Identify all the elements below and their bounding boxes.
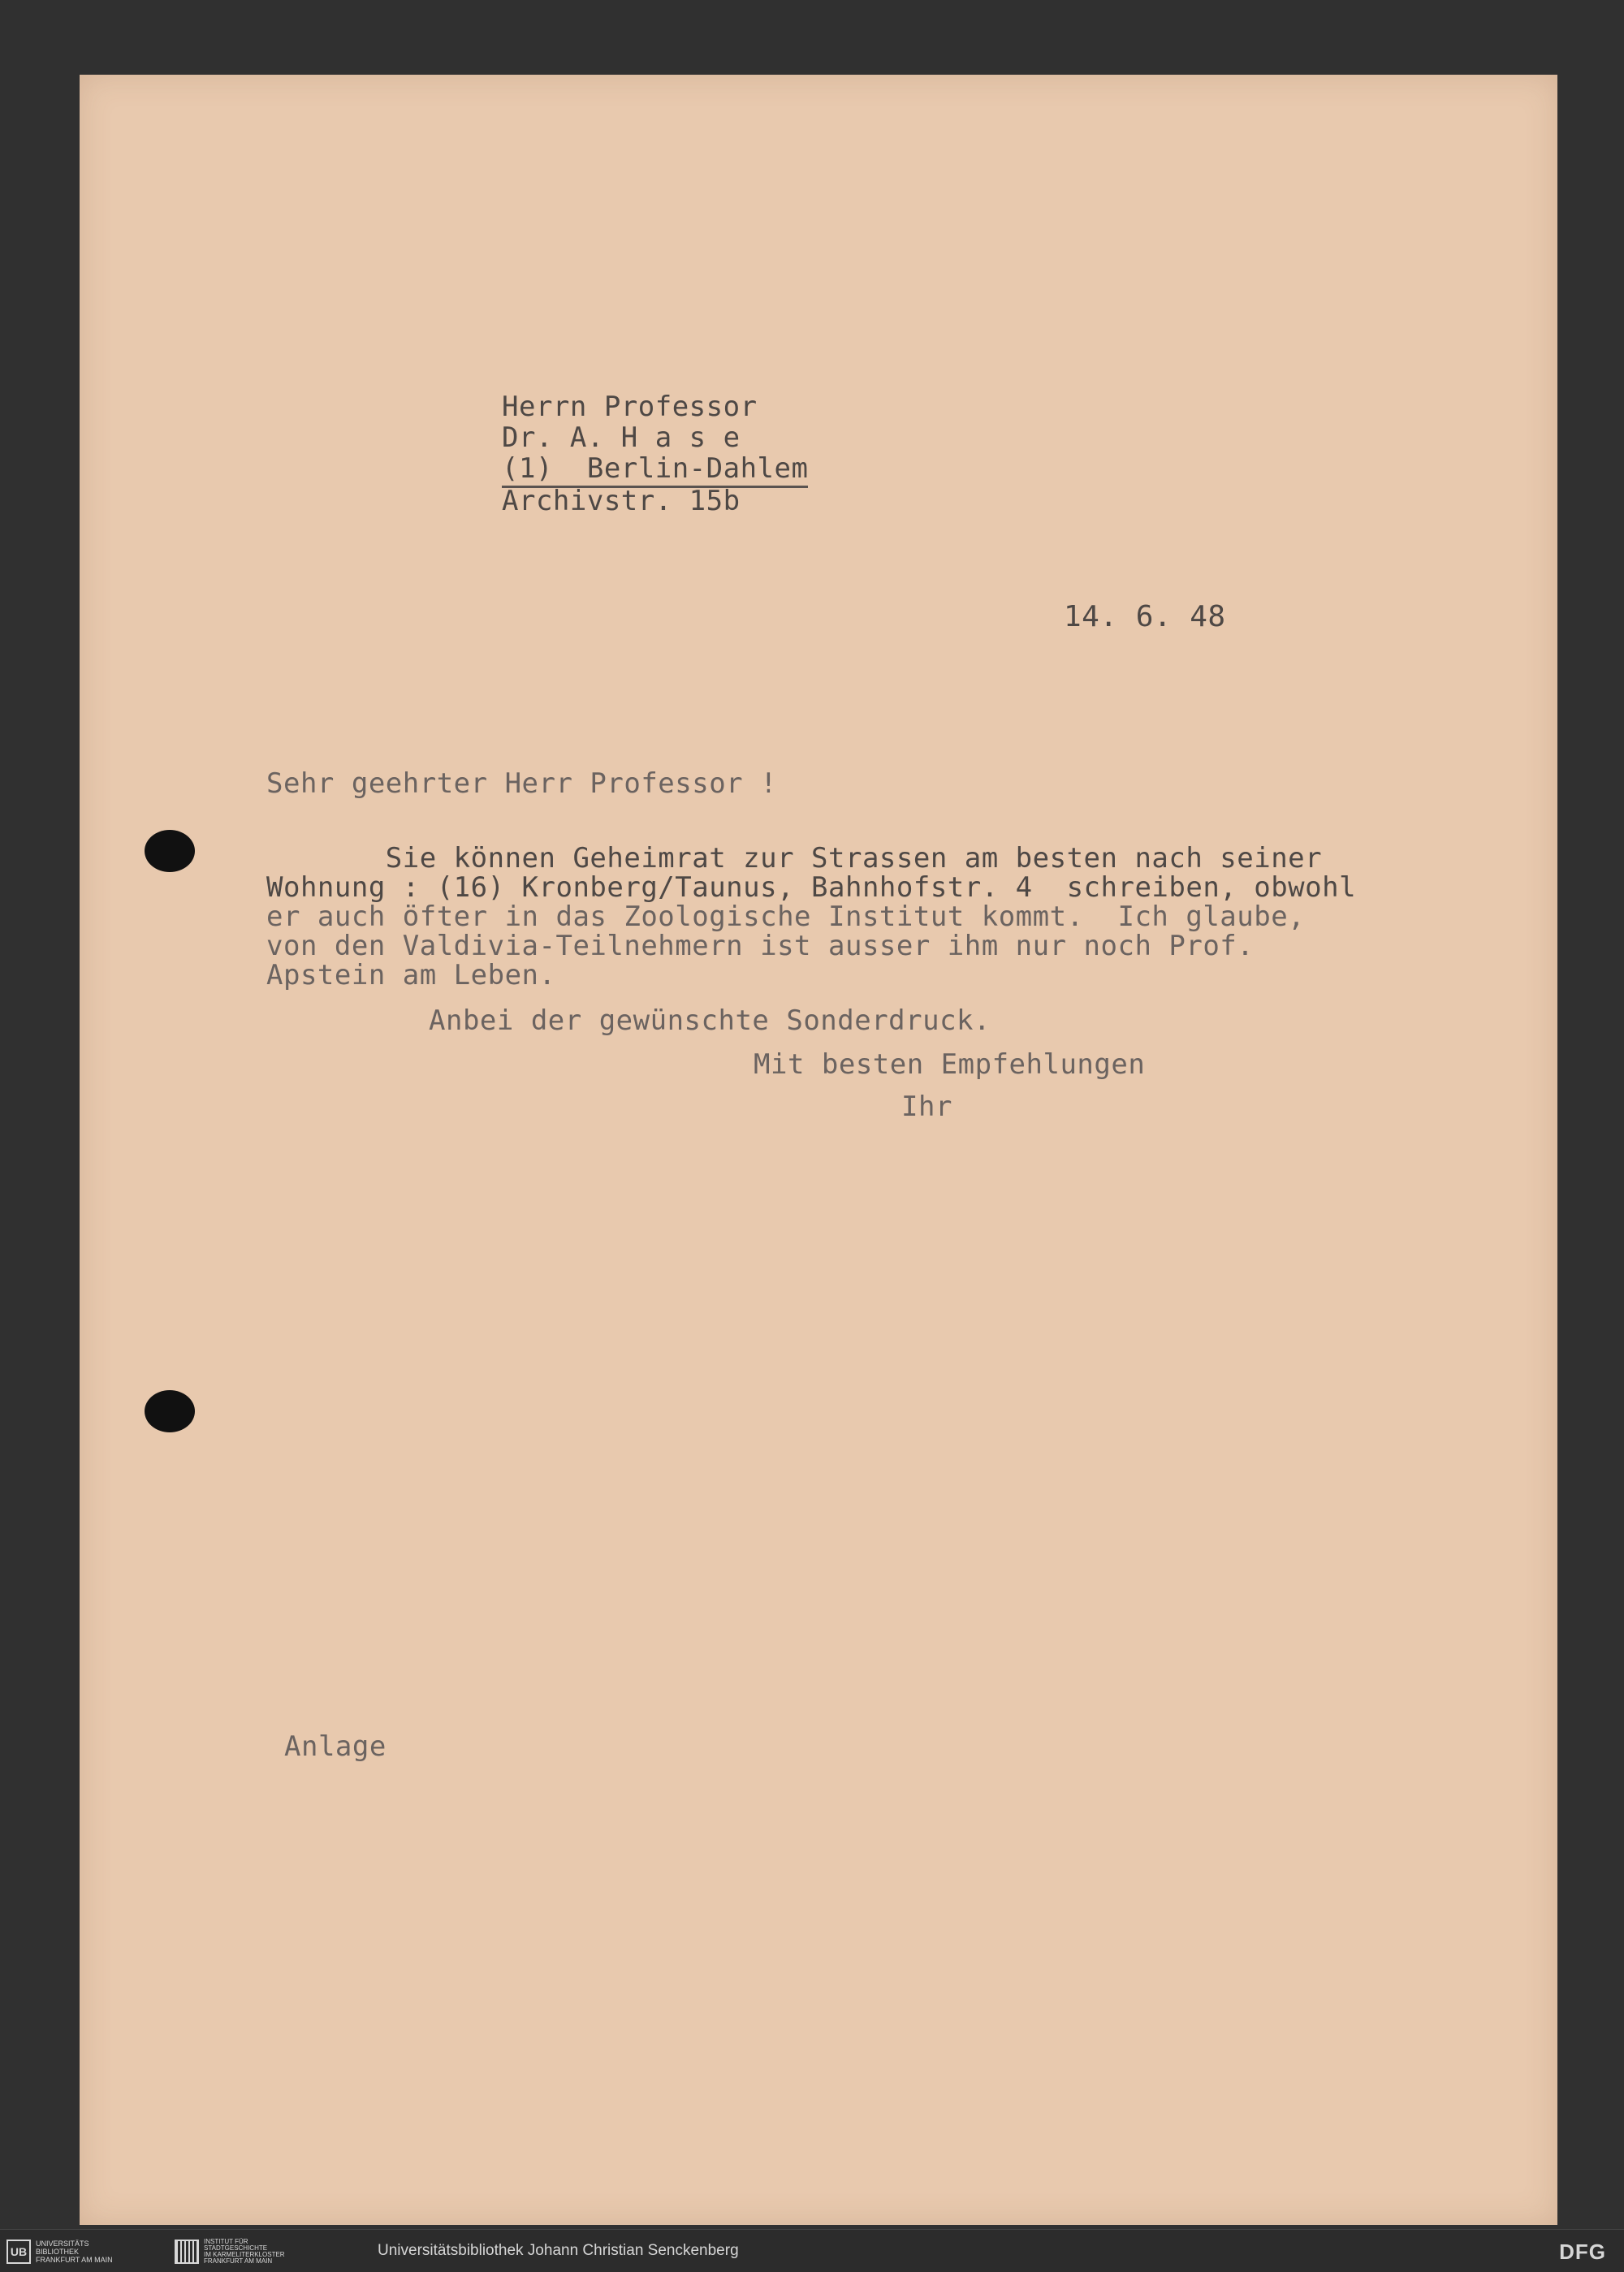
letter-date: 14. 6. 48 bbox=[1064, 600, 1226, 633]
letter-page bbox=[80, 75, 1557, 2225]
library-credit: Universitätsbibliothek Johann Christian Senckenberg bbox=[378, 2242, 739, 2259]
attachment-note: Anlage bbox=[284, 1730, 387, 1763]
salutation: Sehr geehrter Herr Professor ! bbox=[266, 767, 778, 800]
body-line-5: Apstein am Leben. bbox=[266, 959, 556, 991]
ub-logo-text: UNIVERSITÄTS BIBLIOTHEK FRANKFURT AM MAIN bbox=[36, 2240, 113, 2264]
ifs-logo-text: INSTITUT FÜR STADTGESCHICHTE IM KARMELITERKLOSTER FRANKFURT AM MAIN bbox=[204, 2238, 285, 2265]
enclosure-note: Anbei der gewünschte Sonderdruck. bbox=[429, 1004, 991, 1037]
address-line-4: Archivstr. 15b bbox=[502, 485, 741, 517]
body-line-1: Sie können Geheimrat zur Strassen am besten nach seiner bbox=[266, 842, 1323, 875]
body-line-3: er auch öfter in das Zoologische Institut kommt. Ich glaube, bbox=[266, 901, 1306, 933]
viewer-footer bbox=[0, 2229, 1624, 2272]
address-line-3: (1) Berlin-Dahlem bbox=[502, 455, 808, 488]
address-line-2: Dr. A. H a s e bbox=[502, 421, 741, 454]
address-line-1: Herrn Professor bbox=[502, 391, 758, 423]
body-line-4: von den Valdivia-Teilnehmern ist ausser ihm nur noch Prof. bbox=[266, 930, 1255, 962]
body-line-2: Wohnung : (16) Kronberg/Taunus, Bahnhofstr. 4 schreiben, obwohl bbox=[266, 871, 1357, 904]
signoff: Ihr bbox=[901, 1091, 952, 1123]
dfg-logo[interactable]: DFG bbox=[1559, 2240, 1606, 2264]
ub-logo-icon: UB bbox=[6, 2240, 31, 2264]
closing: Mit besten Empfehlungen bbox=[754, 1048, 1146, 1081]
ub-logo[interactable] bbox=[6, 2238, 113, 2266]
punch-hole-top bbox=[145, 830, 195, 872]
ifs-logo-icon bbox=[175, 2240, 199, 2264]
ifs-logo[interactable] bbox=[175, 2238, 285, 2266]
punch-hole-bottom bbox=[145, 1390, 195, 1432]
